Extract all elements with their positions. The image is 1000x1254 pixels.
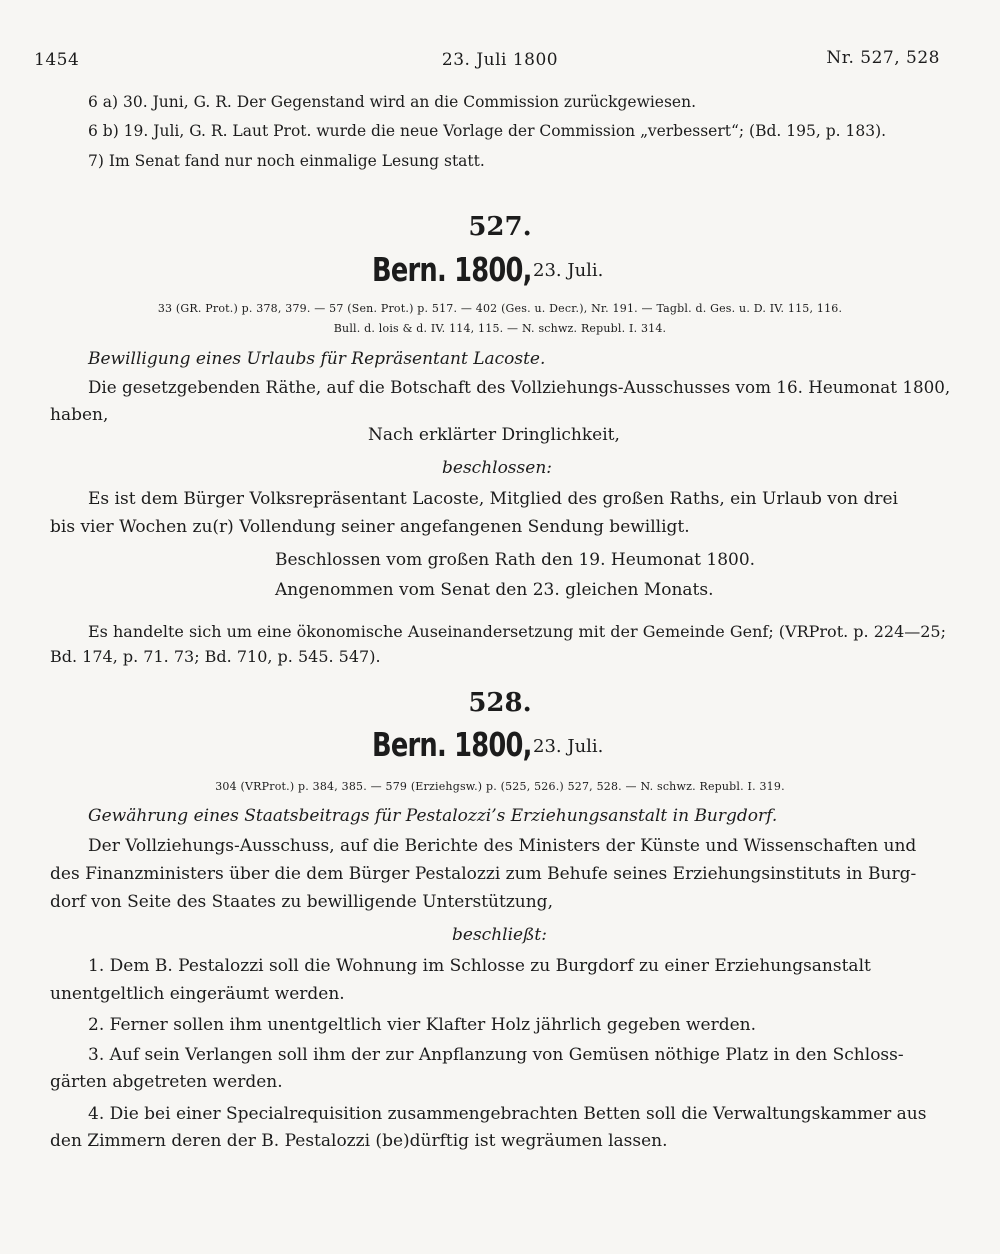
doc527-number: 527. <box>468 212 532 242</box>
doc528-intro-line1: Der Vollziehungs-Ausschuss, auf die Berichte des Ministers der Künste und Wissenschaften und <box>88 836 917 856</box>
page-number: 1454 <box>34 50 80 70</box>
doc527-closing-line1: Beschlossen vom großen Rath den 19. Heumonat 1800. <box>275 550 756 570</box>
note-6a: 6 a) 30. Juni, G. R. Der Gegenstand wird an die Commission zurückgewiesen. <box>88 93 697 111</box>
doc528-references: 304 (VRProt.) p. 384, 385. — 579 (Erziehgsw.) p. (525, 526.) 527, 528. — N. schwz. Republ. I. 319. <box>215 780 785 793</box>
doc528-item1-line2: unentgeltlich eingeräumt werden. <box>50 984 345 1004</box>
doc528-intro-line3: dorf von Seite des Staates zu bewilligende Unterstützung, <box>50 892 553 912</box>
doc527-date: 23. Juli. <box>533 260 604 281</box>
doc528-item3-line1: 3. Auf sein Verlangen soll ihm der zur Anpflanzung von Gemüsen nöthige Platz in den Schloss- <box>88 1045 904 1065</box>
header-document-numbers: Nr. 527, 528 <box>826 48 940 68</box>
doc527-place: Bern. 1800, <box>372 250 532 289</box>
doc527-resolved: beschlossen: <box>442 458 552 478</box>
doc528-item4-line2: den Zimmern deren der B. Pestalozzi (be)dürftig ist wegräumen lassen. <box>50 1131 668 1151</box>
doc528-place: Bern. 1800, <box>372 725 532 764</box>
doc528-item3-line2: gärten abgetreten werden. <box>50 1072 283 1092</box>
doc527-remark-line1: Es handelte sich um eine ökonomische Auseinandersetzung mit der Gemeinde Genf; (VRProt. p. 224—25; <box>88 622 946 641</box>
doc528-item2-line1: 2. Ferner sollen ihm unentgeltlich vier Klafter Holz jährlich gegeben werden. <box>88 1015 756 1035</box>
doc528-title: Gewährung eines Staatsbeitrags für Pestalozzi’s Erziehungsanstalt in Burgdorf. <box>88 806 778 826</box>
doc527-intro-line2: haben, <box>50 405 109 425</box>
doc527-remark-line2: Bd. 174, p. 71. 73; Bd. 710, p. 545. 547). <box>50 647 381 666</box>
header-date: 23. Juli 1800 <box>441 50 559 70</box>
doc528-resolved: beschließt: <box>452 925 547 945</box>
doc527-decision-line1: Es ist dem Bürger Volksrepräsentant Lacoste, Mitglied des großen Raths, ein Urlaub von drei <box>88 489 898 509</box>
doc527-references-2: Bull. d. lois & d. IV. 114, 115. — N. schwz. Republ. I. 314. <box>333 322 667 335</box>
doc528-item1-line1: 1. Dem B. Pestalozzi soll die Wohnung im Schlosse zu Burgdorf zu einer Erziehungsanstalt <box>88 956 871 976</box>
doc527-urgency: Nach erklärter Dringlichkeit, <box>368 425 620 445</box>
doc528-date: 23. Juli. <box>533 736 604 757</box>
doc528-item4-line1: 4. Die bei einer Specialrequisition zusammengebrachten Betten soll die Verwaltungskammer aus <box>88 1104 927 1124</box>
doc527-closing-line2: Angenommen vom Senat den 23. gleichen Monats. <box>275 580 714 600</box>
doc527-intro-line1: Die gesetzgebenden Räthe, auf die Botschaft des Vollziehungs-Ausschusses vom 16. Heumonat 1800, <box>88 378 951 398</box>
doc527-references-1: 33 (GR. Prot.) p. 378, 379. — 57 (Sen. Prot.) p. 517. — 402 (Ges. u. Decr.), Nr. 191. — Tagbl. d. Ges. u. D. IV. 115, 116. <box>157 302 843 315</box>
doc528-number: 528. <box>468 688 532 718</box>
doc528-intro-line2: des Finanzministers über die dem Bürger Pestalozzi zum Behufe seines Erziehungsinstituts in Burg- <box>50 864 917 884</box>
doc527-title: Bewilligung eines Urlaubs für Repräsentant Lacoste. <box>88 349 546 369</box>
note-7: 7) Im Senat fand nur noch einmalige Lesung statt. <box>88 152 485 170</box>
doc527-decision-line2: bis vier Wochen zu(r) Vollendung seiner angefangenen Sendung bewilligt. <box>50 517 690 537</box>
note-6b: 6 b) 19. Juli, G. R. Laut Prot. wurde die neue Vorlage der Commission „verbessert“; (Bd. 195, p. 183). <box>88 122 887 140</box>
